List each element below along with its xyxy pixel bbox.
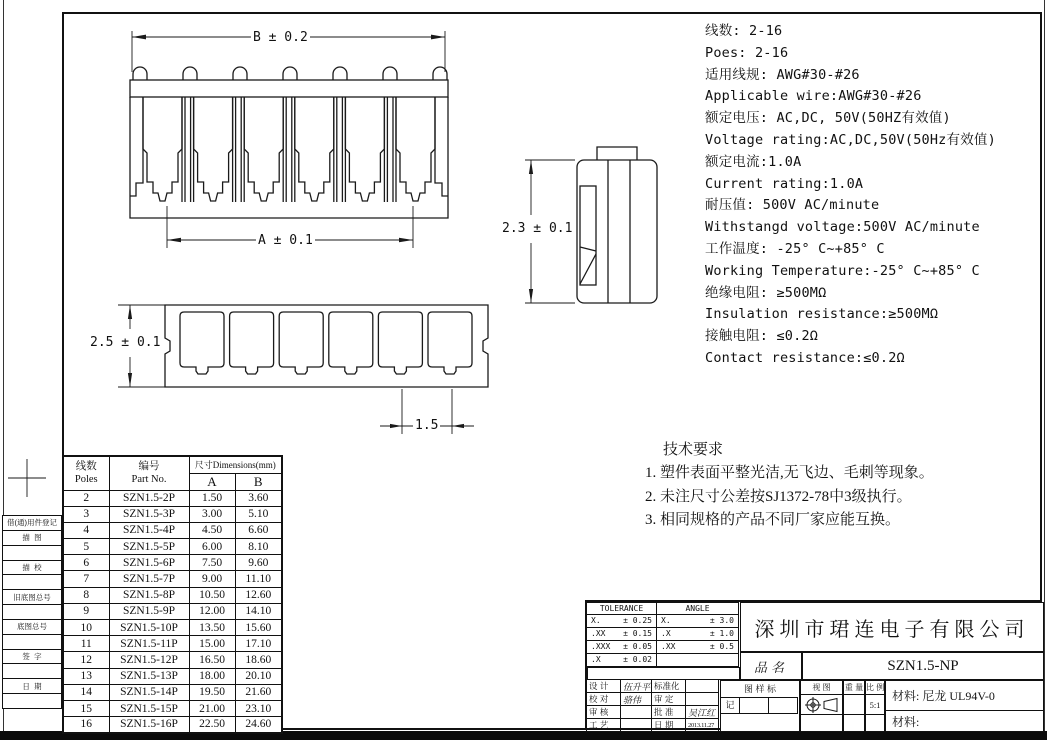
- cell-dim-b: 8.10: [235, 539, 282, 555]
- table-row: [63, 684, 282, 700]
- cell-poles: 8: [63, 587, 109, 603]
- mark-label-line2: 记: [721, 697, 799, 714]
- cell-part-no: SZN1.5-3P: [109, 506, 189, 522]
- cell-dim-b: 14.10: [235, 603, 282, 619]
- tolerance-title: TOLERANCE: [586, 602, 657, 615]
- spec-line: Withstangd voltage:500V AC/minute: [705, 219, 980, 236]
- cell-part-no: SZN1.5-12P: [109, 652, 189, 668]
- tolerance-table: [587, 615, 740, 667]
- tech-requirements-title: 技术要求: [663, 442, 724, 458]
- table-row: [63, 587, 282, 603]
- table-row: [63, 668, 282, 684]
- weight-box: 重 量: [843, 680, 865, 732]
- spec-line: 线数: 2-16: [705, 23, 783, 39]
- cell-poles: 7: [63, 571, 109, 587]
- spec-line: Applicable wire:AWG#30-#26: [705, 88, 922, 105]
- cell-poles: 15: [63, 700, 109, 716]
- material-box: [885, 680, 1044, 732]
- drawing-mark-box: [720, 680, 800, 732]
- tolerance-row: .X ± 0.02: [587, 654, 740, 667]
- cell-dim-a: 19.50: [189, 684, 235, 700]
- spec-line: 额定电压: AC,DC, 50V(50HZ有效值): [705, 110, 951, 127]
- cell-dim-a: 3.00: [189, 506, 235, 522]
- margin-label-cell: 签 字: [2, 649, 62, 665]
- cell-dim-b: 17.10: [235, 636, 282, 652]
- tech-requirement-item: 2. 未注尺寸公差按SJ1372-78中3级执行。: [645, 488, 912, 505]
- spec-list: [705, 21, 1043, 370]
- angle-title: ANGLE: [656, 602, 739, 615]
- cell-part-no: SZN1.5-14P: [109, 684, 189, 700]
- cell-poles: 12: [63, 652, 109, 668]
- table-row: [63, 603, 282, 619]
- margin-label-cell: [2, 634, 62, 650]
- sign-row-design: 设 计 伍升平 标准化: [587, 680, 720, 693]
- cell-dim-a: 22.50: [189, 717, 235, 733]
- table-row: [63, 506, 282, 522]
- registration-cross-icon: [8, 459, 46, 497]
- col-header-b: B: [235, 473, 282, 490]
- dim-label-pitch: 1.5: [415, 418, 439, 433]
- tech-requirements-items: [645, 462, 1005, 533]
- cell-dim-b: 21.60: [235, 684, 282, 700]
- margin-label-cell: 底图总号: [2, 619, 62, 635]
- margin-label-cell: [2, 663, 62, 679]
- cell-dim-b: 18.60: [235, 652, 282, 668]
- cell-part-no: SZN1.5-13P: [109, 668, 189, 684]
- tech-requirement-item: 3. 相同规格的产品不同厂家应能互换。: [645, 512, 901, 528]
- cell-dim-b: 12.60: [235, 587, 282, 603]
- spec-line: 绝缘电阻: ≥500MΩ: [705, 284, 827, 301]
- company-name: 深圳市珺连电子有限公司: [740, 602, 1044, 652]
- margin-label-cell: 描 校: [2, 560, 62, 576]
- cell-dim-b: 5.10: [235, 506, 282, 522]
- cell-part-no: SZN1.5-15P: [109, 700, 189, 716]
- cell-dim-a: 15.00: [189, 636, 235, 652]
- col-header-a: A: [189, 473, 235, 490]
- margin-label-cell: 描 图: [2, 530, 62, 546]
- spec-line: Contact resistance:≤0.2Ω: [705, 349, 905, 366]
- table-row: [63, 571, 282, 587]
- cell-dim-a: 12.00: [189, 603, 235, 619]
- margin-label-cell: [2, 693, 62, 709]
- table-row: [63, 652, 282, 668]
- cell-poles: 4: [63, 522, 109, 538]
- margin-label-column: [2, 516, 62, 709]
- cell-dim-a: 6.00: [189, 539, 235, 555]
- scale-box: 比 例 5:1: [865, 680, 885, 732]
- spec-line: Voltage rating:AC,DC,50V(50Hz有效值): [705, 131, 996, 148]
- cell-poles: 9: [63, 603, 109, 619]
- cell-part-no: SZN1.5-8P: [109, 587, 189, 603]
- cell-part-no: SZN1.5-2P: [109, 490, 189, 506]
- margin-label-cell: [2, 574, 62, 590]
- col-header-dimensions: 尺寸Dimensions(mm): [189, 456, 282, 473]
- material-line-2: 材料:: [892, 714, 920, 729]
- table-row: [63, 522, 282, 538]
- cell-dim-a: 1.50: [189, 490, 235, 506]
- cell-dim-a: 10.50: [189, 587, 235, 603]
- cell-dim-a: 7.50: [189, 555, 235, 571]
- margin-label-cell: [2, 604, 62, 620]
- spec-line: 接触电阻: ≤0.2Ω: [705, 328, 819, 345]
- scan-edge-right: [1044, 0, 1045, 731]
- projection-symbol-icon: [801, 695, 842, 715]
- cell-part-no: SZN1.5-5P: [109, 539, 189, 555]
- cell-dim-a: 18.00: [189, 668, 235, 684]
- margin-label-cell: 借(通)用件登记: [2, 515, 62, 531]
- cell-part-no: SZN1.5-10P: [109, 620, 189, 636]
- cell-poles: 2: [63, 490, 109, 506]
- cell-dim-a: 13.50: [189, 620, 235, 636]
- spec-line: Poes: 2-16: [705, 44, 789, 61]
- table-row: [63, 555, 282, 571]
- dim-label-side-height: 2.3 ± 0.1: [502, 221, 573, 236]
- cell-dim-b: 9.60: [235, 555, 282, 571]
- table-row: [63, 490, 282, 506]
- margin-label-cell: [2, 545, 62, 561]
- parts-table: [62, 455, 283, 734]
- spec-line: Working Temperature:-25° C~+85° C: [705, 262, 980, 279]
- cell-poles: 10: [63, 620, 109, 636]
- margin-label-cell: 日 期: [2, 678, 62, 694]
- view-box: 视 图: [800, 680, 843, 732]
- title-block: [585, 600, 1042, 730]
- cell-poles: 5: [63, 539, 109, 555]
- scale-value: 5:1: [866, 695, 884, 715]
- cell-dim-a: 9.00: [189, 571, 235, 587]
- tech-requirements: [645, 438, 1005, 533]
- cell-part-no: SZN1.5-6P: [109, 555, 189, 571]
- table-row: [63, 620, 282, 636]
- cell-part-no: SZN1.5-11P: [109, 636, 189, 652]
- cell-poles: 3: [63, 506, 109, 522]
- sign-row-check: 校 对 骆伟 审 定: [587, 693, 720, 706]
- spec-line: Insulation resistance:≥500MΩ: [705, 306, 939, 323]
- col-header-part-no: 编号 Part No.: [109, 456, 189, 490]
- material-line-1: 材料: 尼龙 UL94V-0: [886, 681, 1043, 711]
- cell-dim-b: 3.60: [235, 490, 282, 506]
- cell-dim-b: 6.60: [235, 522, 282, 538]
- cell-poles: 11: [63, 636, 109, 652]
- cell-dim-b: 24.60: [235, 717, 282, 733]
- cell-dim-a: 16.50: [189, 652, 235, 668]
- dim-label-top-height: 2.5 ± 0.1: [90, 335, 161, 350]
- cell-part-no: SZN1.5-16P: [109, 717, 189, 733]
- cell-dim-b: 11.10: [235, 571, 282, 587]
- table-row: [63, 717, 282, 733]
- product-name-label: 品名: [740, 652, 802, 680]
- spec-line: 适用线规: AWG#30-#26: [705, 66, 860, 83]
- spec-line: 耐压值: 500V AC/minute: [705, 197, 880, 214]
- product-name-value: SZN1.5-NP: [802, 652, 1044, 680]
- tolerance-row: .XXX ± 0.05 .XX ± 0.5: [587, 641, 740, 654]
- cell-part-no: SZN1.5-7P: [109, 571, 189, 587]
- tech-requirement-item: 1. 塑件表面平整光洁,无飞边、毛刺等现象。: [645, 465, 934, 481]
- spec-line: 工作温度: -25° C~+85° C: [705, 240, 885, 257]
- cell-poles: 14: [63, 684, 109, 700]
- table-row: [63, 700, 282, 716]
- cell-dim-b: 15.60: [235, 620, 282, 636]
- mark-label-line1: 图 样 标: [743, 684, 776, 694]
- sign-row-process: 工 艺 日 期 2013.11.27: [587, 719, 720, 732]
- dim-label-b: B ± 0.2: [253, 30, 308, 45]
- tolerance-row: .XX ± 0.15 .X ± 1.0: [587, 628, 740, 641]
- cell-dim-a: 4.50: [189, 522, 235, 538]
- margin-label-cell: 旧底图总号: [2, 589, 62, 605]
- cell-part-no: SZN1.5-4P: [109, 522, 189, 538]
- cell-poles: 16: [63, 717, 109, 733]
- table-row: [63, 636, 282, 652]
- spec-line: Current rating:1.0A: [705, 175, 864, 192]
- col-header-poles: 线数 Poles: [63, 456, 109, 490]
- cell-dim-b: 20.10: [235, 668, 282, 684]
- table-row: [63, 539, 282, 555]
- dim-label-a: A ± 0.1: [258, 233, 313, 248]
- cell-dim-a: 21.00: [189, 700, 235, 716]
- sign-row-audit: 审 核 批 准 吴江红: [587, 706, 720, 719]
- cell-poles: 6: [63, 555, 109, 571]
- spec-line: 额定电流:1.0A: [705, 153, 802, 170]
- cell-part-no: SZN1.5-9P: [109, 603, 189, 619]
- cell-poles: 13: [63, 668, 109, 684]
- cell-dim-b: 23.10: [235, 700, 282, 716]
- tolerance-row: X. ± 0.25 X. ± 3.0: [587, 615, 740, 628]
